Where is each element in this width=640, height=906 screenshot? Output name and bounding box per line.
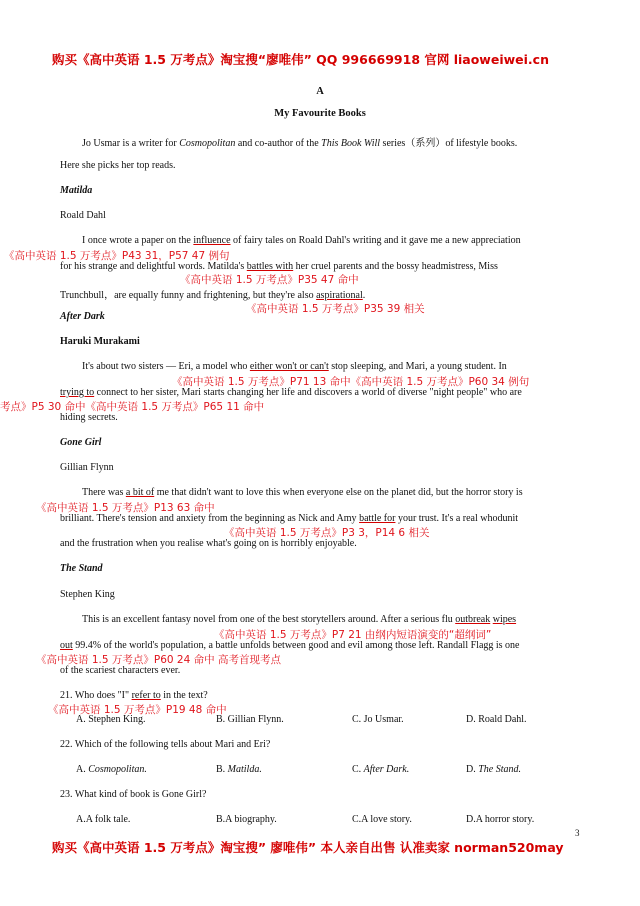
footer-banner: 购买《高中英语 1.5 万考点》淘宝搜” 廖唯伟” 本人亲自出售 认准卖家 norman520may [52,840,564,855]
q21-option-d[interactable]: D. Roald Dahl. [466,714,527,725]
option-letter: D. [466,764,479,775]
q21-option-c[interactable]: C. Jo Usmar. [352,714,404,725]
q23-option-b[interactable]: B.A biography. [216,814,277,825]
note-9: 《高中英语 1.5 万考点》P60 24 命中 高考首现考点 [36,654,281,666]
text: I once wrote a paper on the [82,235,194,246]
book-title-the-stand: The Stand [60,563,103,574]
question-23: 23. What kind of book is Gone Girl? [60,789,207,800]
q21-option-a[interactable]: A. Stephen King. [76,714,146,725]
q22-option-a[interactable] [76,764,147,775]
q23-option-c[interactable]: C.A love story. [352,814,412,825]
highlight-phrase: refer to [131,690,161,701]
q22-option-c[interactable] [352,764,409,775]
book-author-after-dark: Haruki Murakami [60,336,140,347]
the-stand-line-3: of the scariest characters ever. [60,665,181,676]
matilda-line-3 [60,286,365,301]
highlight-phrase: outbreak [455,614,491,625]
q22-option-d[interactable] [466,764,521,775]
question-22: 22. Which of the following tells about Mari and Eri? [60,739,271,750]
note-7: 《高中英语 1.5 万考点》P3 3，P14 6 相关 [224,527,430,539]
text: . [362,290,366,301]
highlight-phrase: battles with [246,261,294,272]
text: your trust. It's a real whodunit [395,513,519,524]
book-title-matilda: Matilda [60,185,93,196]
matilda-line-2 [60,261,498,272]
section-letter: A [316,86,324,97]
book-author-the-stand: Stephen King [60,589,115,600]
highlight-phrase: wipes [492,614,517,625]
option-letter: B. [216,764,228,775]
text: This is an excellent fantasy novel from one of the best storytellers around. After a serious flu [82,614,456,625]
text: of fairy tales on Roald Dahl's writing and it gave me a new appreciation [230,235,521,246]
note-3: 《高中英语 1.5 万考点》P35 39 相关 [246,303,425,315]
text: There was [82,487,126,498]
series-name: This Book Will [321,138,381,149]
after-dark-line-2 [60,387,522,398]
text: for his strange and delightful words. Matilda's [60,261,247,272]
text: her cruel parents and the bossy headmistress, Miss [293,261,498,272]
header-banner: 购买《高中英语 1.5 万考点》淘宝搜“廖唯伟” QQ 996669918 官网 liaoweiwei.cn [52,52,549,67]
gone-girl-line-1 [82,487,523,498]
intro-line-2: Here she picks her top reads. [60,160,176,171]
page-title: My Favourite Books [274,108,366,119]
the-stand-line-1 [82,614,516,625]
text: stop sleeping, and Mari, a young student. In [328,361,507,372]
highlight-phrase: influence [193,235,231,246]
note-6: 《高中英语 1.5 万考点》P13 63 命中 [36,502,215,514]
intro-line-1 [82,134,517,149]
highlight-phrase: battle for [359,513,396,524]
after-dark-line-1 [82,361,507,372]
option-text: The Stand. [478,764,522,775]
highlight-phrase: aspirational [316,290,363,301]
book-title-after-dark: After Dark [60,311,105,322]
note-4: 《高中英语 1.5 万考点》P71 13 命中《高中英语 1.5 万考点》P60 34 例句 [172,376,530,388]
highlight-phrase: a bit of [125,487,155,498]
book-author-gone-girl: Gillian Flynn [60,462,114,473]
text: 21. Who does "I" [60,690,132,701]
text: in the text? [160,690,208,701]
note-10: 《高中英语 1.5 万考点》P19 48 命中 [48,704,227,716]
page-number: 3 [575,828,580,838]
gone-girl-line-2 [60,513,518,524]
highlight-phrase: either won't or can't [249,361,329,372]
text: Trunchbull，are equally funny and frightening, but they're also [60,290,317,301]
intro-text: series（系列）of lifestyle books. [380,138,518,149]
q21-option-b[interactable]: B. Gillian Flynn. [216,714,284,725]
option-text: After Dark. [363,764,410,775]
q23-option-a[interactable]: A.A folk tale. [76,814,131,825]
book-title-gone-girl: Gone Girl [60,437,102,448]
matilda-line-1 [82,235,521,246]
note-8: 《高中英语 1.5 万考点》P7 21 由纲内短语演变的“超纲词” [214,629,492,641]
option-text: Matilda. [227,764,262,775]
question-21 [60,690,208,701]
q23-option-d[interactable]: D.A horror story. [466,814,535,825]
text: 99.4% of the world's population, a battle unfolds between good and evil among those left. Randall Flagg is one [72,640,520,651]
magazine-name: Cosmopolitan [179,138,236,149]
text: brilliant. There's tension and anxiety from the beginning as Nick and Amy [60,513,360,524]
option-text: Cosmopolitan. [88,764,147,775]
text: me that didn't want to love this when everyone else on the planet did, but the horror story is [154,487,523,498]
text: connect to her sister, Mari starts changing her life and discovers a world of diverse "night people" who are [94,387,522,398]
option-letter: C. [352,764,364,775]
intro-text: Jo Usmar is a writer for [82,138,180,149]
intro-text: and co-author of the [235,138,322,149]
text: It's about two sisters — Eri, a model who [82,361,250,372]
book-author-matilda: Roald Dahl [60,210,106,221]
q22-option-b[interactable] [216,764,262,775]
after-dark-line-3: hiding secrets. [60,412,118,423]
note-1: 《高中英语 1.5 万考点》P43 31，P57 47 例句 [4,250,230,262]
note-5: 考点》P5 30 命中《高中英语 1.5 万考点》P65 11 命中 [0,401,265,413]
note-2: 《高中英语 1.5 万考点》P35 47 命中 [180,274,359,286]
gone-girl-line-3: and the frustration when you realise what's going on is horribly enjoyable. [60,538,357,549]
option-letter: A. [76,764,89,775]
highlight-phrase: trying to [60,387,95,398]
highlight-phrase: out [60,640,73,651]
the-stand-line-2 [60,640,520,651]
